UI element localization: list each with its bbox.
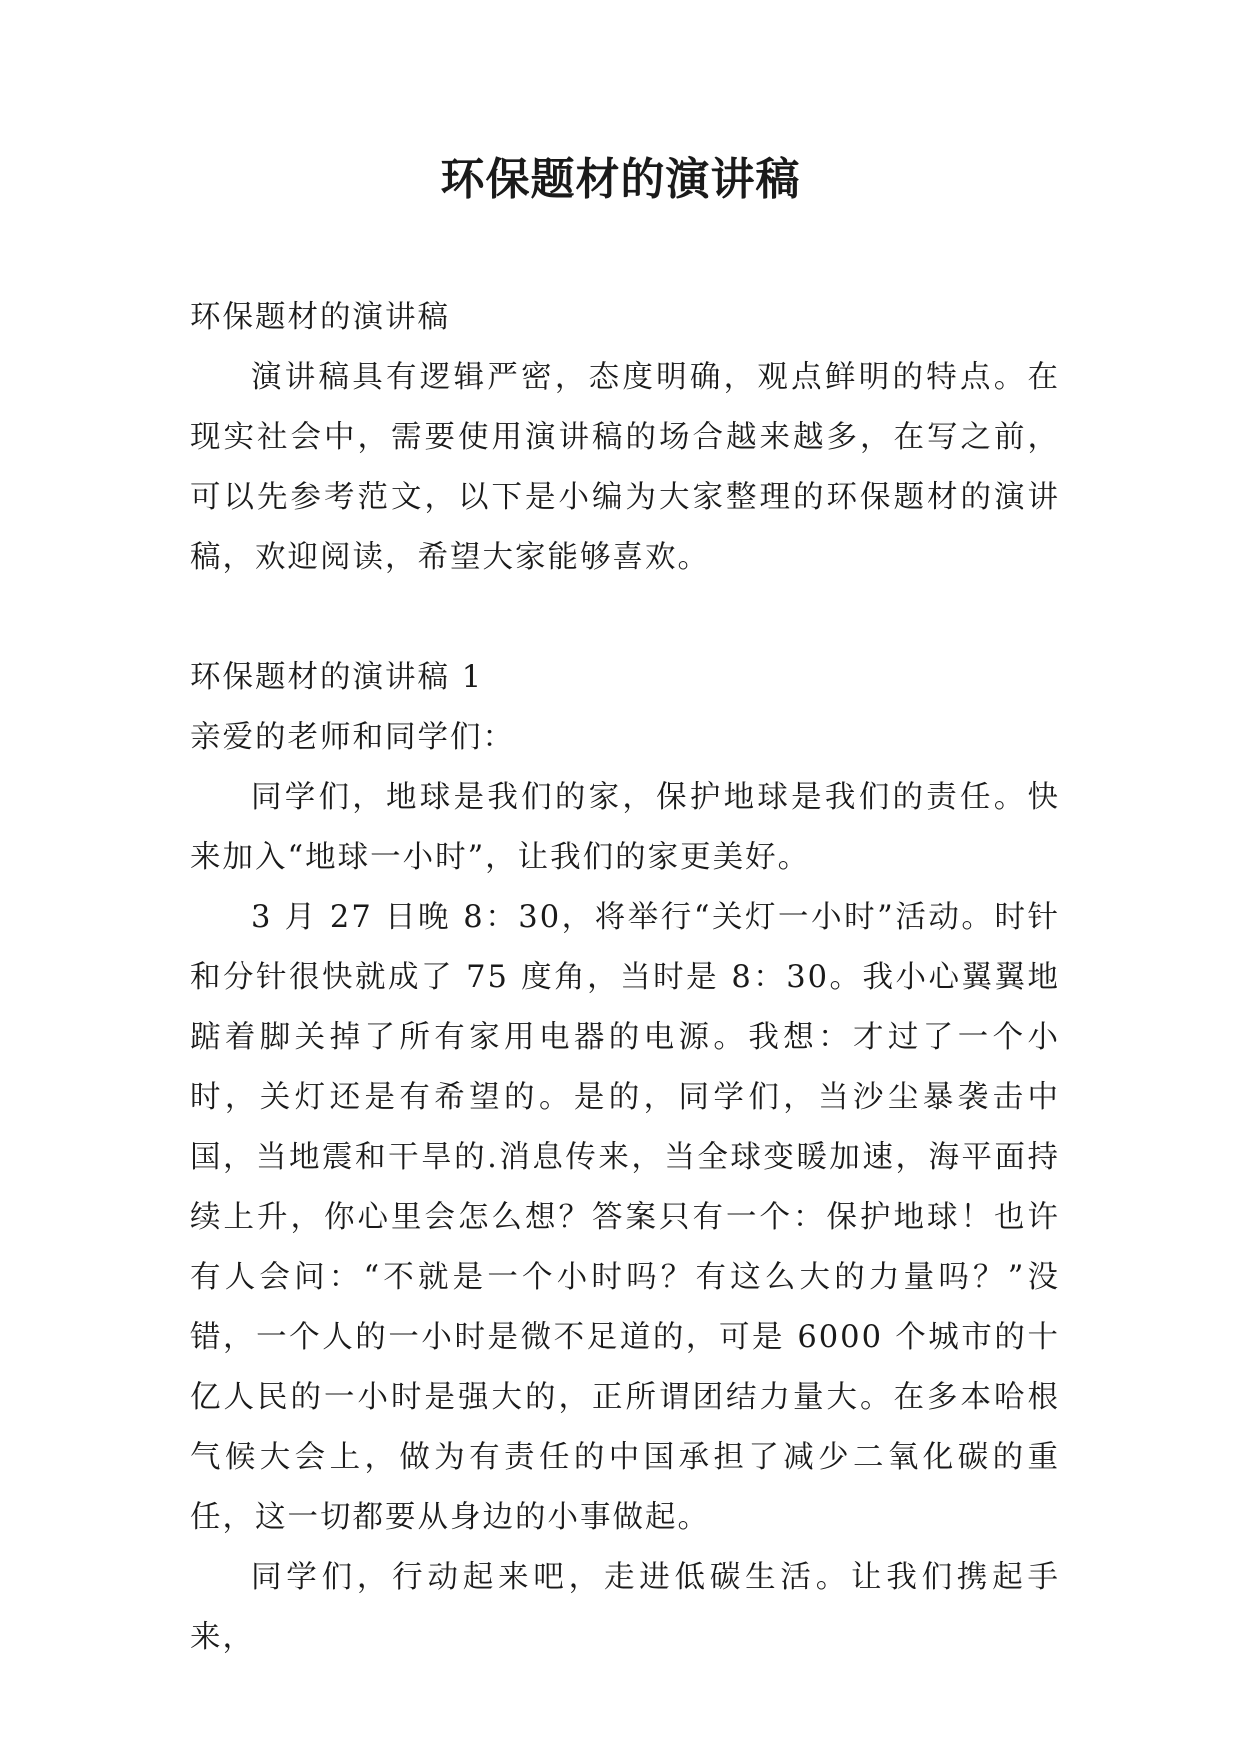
paragraph: 3 月 27 日晚 8：30，将举行“关灯一小时”活动。时针和分针很快就成了 75 度角，当时是 8：30。我小心翼翼地踮着脚关掉了所有家用电器的电源。我想：才过了一个小时，关灯还是有希望的。是的，同学们，当沙尘暴袭击中国，当地震和干旱的.消息传来，当全球变暖加速，海平面持续上升，你心里会怎么想？答案只有一个：保护地球！也许有人会问：“不就是一个小时吗？有这么大的力量吗？”没错，一个人的一小时是微不足道的，可是 6000 个城市的十亿人民的一小时是强大的，正所谓团结力量大。在多本哈根气候大会上，做为有责任的中国承担了减少二氧化碳的重任，这一切都要从身边的小事做起。 [190,900,1060,1535]
paragraph: 环保题材的演讲稿 [190,300,450,335]
paragraph: 同学们，行动起来吧，走进低碳生活。让我们携起手来， [190,1560,1060,1655]
paragraph: 演讲稿具有逻辑严密，态度明确，观点鲜明的特点。在现实社会中，需要使用演讲稿的场合越来越多，在写之前，可以先参考范文，以下是小编为大家整理的环保题材的演讲稿，欢迎阅读，希望大家能够喜欢。 [190,360,1060,575]
document-title: 环保题材的演讲稿 [440,154,801,205]
paragraph: 同学们，地球是我们的家，保护地球是我们的责任。快来加入“地球一小时”，让我们的家更美好。 [190,780,1060,875]
document-body [190,288,1060,1668]
section-heading: 环保题材的演讲稿 1 [190,660,484,695]
salutation: 亲爱的老师和同学们： [190,720,515,755]
